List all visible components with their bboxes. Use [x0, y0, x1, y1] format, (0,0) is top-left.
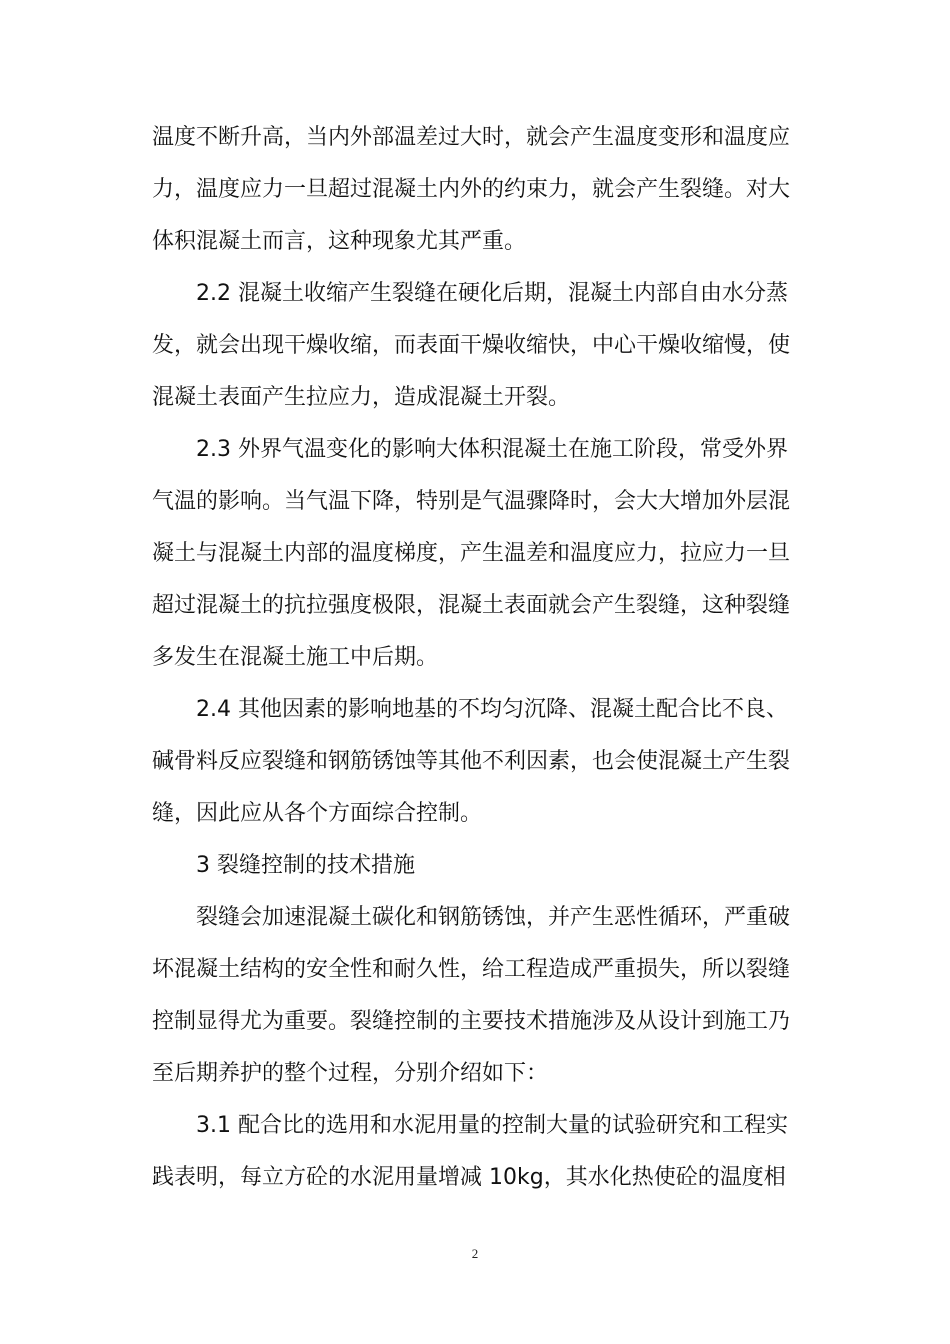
text-line: 坏混凝土结构的安全性和耐久性，给工程造成严重损失，所以裂缝	[152, 957, 791, 982]
paragraph-first-line: 3.1 配合比的选用和水泥用量的控制大量的试验研究和工程实	[196, 1113, 788, 1138]
paragraph-first-line: 裂缝会加速混凝土碳化和钢筋锈蚀，并产生恶性循环，严重破	[196, 905, 791, 930]
text-line: 发，就会出现干燥收缩，而表面干燥收缩快，中心干燥收缩慢，使	[152, 333, 791, 358]
section-heading: 3 裂缝控制的技术措施	[196, 853, 415, 878]
text-line: 力，温度应力一旦超过混凝土内外的约束力，就会产生裂缝。对大	[152, 177, 791, 202]
paragraph-first-line: 2.4 其他因素的影响地基的不均匀沉降、混凝土配合比不良、	[196, 697, 788, 722]
page-number: 2	[471, 1246, 479, 1261]
text-line: 气温的影响。当气温下降，特别是气温骤降时，会大大增加外层混	[152, 489, 791, 514]
text-line: 至后期养护的整个过程，分别介绍如下：	[152, 1061, 549, 1086]
text-line: 温度不断升高，当内外部温差过大时，就会产生温度变形和温度应	[152, 125, 791, 150]
text-line: 超过混凝土的抗拉强度极限，混凝土表面就会产生裂缝，这种裂缝	[152, 593, 791, 618]
text-line: 践表明，每立方砼的水泥用量增减 10kg，其水化热使砼的温度相	[152, 1165, 786, 1190]
text-line: 缝，因此应从各个方面综合控制。	[152, 801, 483, 826]
paragraph-first-line: 2.3 外界气温变化的影响大体积混凝土在施工阶段，常受外界	[196, 437, 788, 462]
text-line: 多发生在混凝土施工中后期。	[152, 645, 439, 670]
text-line: 控制显得尤为重要。裂缝控制的主要技术措施涉及从设计到施工乃	[152, 1009, 791, 1034]
body-text	[152, 112, 804, 1204]
text-line: 体积混凝土而言，这种现象尤其严重。	[152, 229, 527, 254]
paragraph-first-line: 2.2 混凝土收缩产生裂缝在硬化后期，混凝土内部自由水分蒸	[196, 281, 788, 306]
text-line: 凝土与混凝土内部的温度梯度，产生温差和温度应力，拉应力一旦	[152, 541, 791, 566]
text-line: 混凝土表面产生拉应力，造成混凝土开裂。	[152, 385, 571, 410]
text-line: 碱骨料反应裂缝和钢筋锈蚀等其他不利因素，也会使混凝土产生裂	[152, 749, 791, 774]
